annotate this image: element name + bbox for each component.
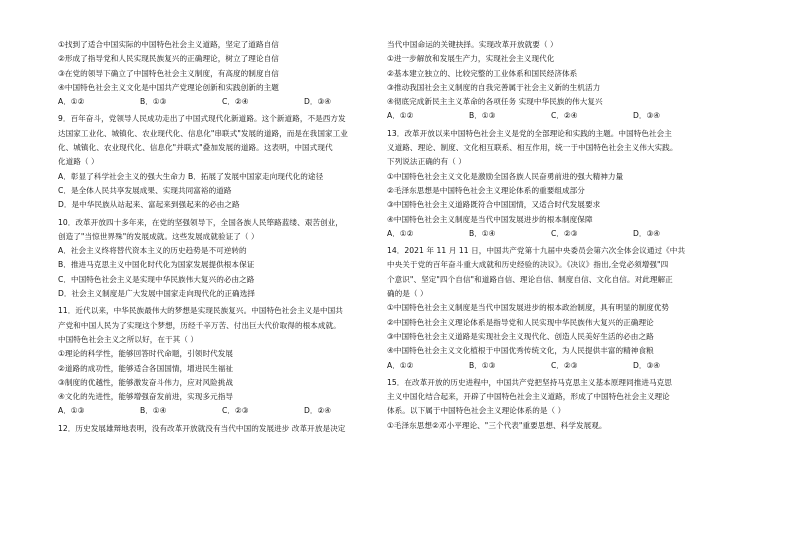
q12-options — [387, 109, 715, 123]
q8-options — [58, 95, 388, 109]
q12-item: ③推动我国社会主义制度的自我完善属于社会主义新的生机活力 — [387, 82, 601, 92]
q8-item: ③在党的领导下确立了中国特色社会主义制度，有高度的制度自信 — [58, 68, 279, 78]
q11-stem: 11．近代以来，中华民族最伟大的梦想是实现民族复兴。中国特色社会主义是中国共 — [58, 306, 343, 316]
q12-stem: 12．历史发展雄辩地表明，没有改革开放就没有当代中国的发展进步 改革开放是决定 — [58, 423, 346, 433]
q11-stem: 产党和中国人民为了实现这个梦想，历经千辛万苦、付出巨大代价取得的根本成就。 — [58, 320, 341, 330]
q11-item: ④文化的先进性，能够增强奋发前进，实现多元指导 — [58, 392, 234, 402]
option-a: A．①③ — [58, 406, 85, 416]
q11-options — [58, 404, 388, 418]
option-d: D．③④ — [304, 97, 332, 107]
option-a: A．①② — [387, 111, 414, 121]
q10-stem: 10．改革开放四十多年来，在党的坚强领导下，全国各族人民筚路蓝缕、艰苦创业， — [58, 217, 343, 227]
option-d: D．②④ — [304, 406, 332, 416]
option-d: D．③④ — [633, 360, 661, 370]
q13-item: ②毛泽东思想是中国特色社会主义理论体系的重要组成部分 — [387, 185, 585, 195]
q14-options — [387, 359, 715, 373]
option-b: B．①④ — [140, 406, 167, 416]
option-b: B．①③ — [469, 111, 496, 121]
option-c: C．②③ — [551, 228, 578, 238]
q13-item: ①中国特色社会主义文化是激励全国各族人民奋勇前进的强大精神力量 — [387, 171, 624, 181]
option-d: D．③④ — [633, 228, 661, 238]
q10-stem: 创造了"当惊世界殊"的发展成就。这些发展成就验证了（ ） — [58, 231, 259, 241]
q14-stem: 个意识"、坚定"四个自信"和道路自信、理论自信、制度自信、文化自信。对此理解正 — [387, 274, 673, 284]
q12-item: ①进一步解放和发展生产力，实现社会主义现代化 — [387, 54, 555, 64]
option-b: B．①③ — [140, 97, 167, 107]
option-c: C．②④ — [222, 97, 249, 107]
q11-stem: 中国特色社会主义之所以好，在于其（ ） — [58, 334, 199, 344]
q11-item: ①理论的科学性，能够回答时代命题，引领时代发展 — [58, 349, 234, 359]
q8-item: ①找到了适合中国实际的中国特色社会主义道路，坚定了道路自信 — [58, 40, 279, 49]
q14-stem: 14．2021 年 11 月 11 日，中国共产党第十九届中央委员会第六次全体会议通过《中共 — [387, 246, 686, 256]
option-d: D．③④ — [633, 111, 661, 121]
q13-item: ④中国特色社会主义制度是当代中国发展进步的根本制度保障 — [387, 214, 593, 224]
option-b: B．①③ — [469, 360, 496, 370]
q11-item: ③制度的优越性，能够激发奋斗伟力，应对风险挑战 — [58, 377, 234, 387]
q10-option: B．推进马克思主义中国化时代化为国家发展提供根本保证 — [58, 260, 255, 270]
option-a: A．①② — [58, 97, 85, 107]
q12-item: ②基本建立独立的、比较完整的工业体系和国民经济体系 — [387, 68, 578, 78]
q8-item: ②形成了指导党和人民实现民族复兴的正确理论，树立了理论自信 — [58, 54, 279, 64]
q11-item: ②道路的成功性，能够适合各国国情，增进民生福祉 — [58, 363, 234, 373]
right-column — [387, 38, 715, 433]
q10-option: C．中国特色社会主义是实现中华民族伟大复兴的必由之路 — [58, 274, 255, 284]
q9-option: D．是中华民族从站起来、富起来到强起来的必由之路 — [58, 200, 240, 210]
q15-item: ①毛泽东思想②邓小平理论、"三个代表"重要思想、科学发展观。 — [387, 420, 607, 430]
q13-stem: 义道路、理论、制度、文化相互联系、相互作用，统一于中国特色社会主义伟大实践。 — [387, 143, 678, 153]
q9-stem: 化、城镇化、农业现代化、信息化"并联式"叠加发展的道路。这表明，中国式现代 — [58, 143, 333, 153]
q15-stem: 15．在改革开放的历史进程中，中国共产党把坚持马克思主义基本原理同推进马克思 — [387, 377, 672, 387]
q10-option: A．社会主义终将替代资本主义的历史趋势是不可逆转的 — [58, 246, 247, 256]
option-a: A．①② — [387, 360, 414, 370]
q15-stem: 体系。以下属于中国特色社会主义理论体系的是（ ） — [387, 406, 566, 416]
option-c: C．②④ — [551, 111, 578, 121]
q9-option: C．是全体人民共享发展成果、实现共同富裕的道路 — [58, 185, 232, 195]
q10-option: D．社会主义制度是广大发展中国家走向现代化的正确选择 — [58, 289, 255, 299]
q14-stem: 中央关于党的百年奋斗重大成就和历史经验的决议》。《决议》指出,全党必须增强"四 — [387, 260, 669, 270]
q13-options — [387, 227, 715, 241]
q14-item: ④中国特色社会主义文化植根于中国优秀传统文化，为人民提供丰富的精神食粮 — [387, 346, 654, 356]
q14-item: ③中国特色社会主义道路是实现社会主义现代化、创造人民美好生活的必由之路 — [387, 331, 654, 341]
q12-item: ④彻底完成新民主主义革命的各项任务 实现中华民族的伟大复兴 — [387, 97, 603, 107]
q14-item: ①中国特色社会主义制度是当代中国发展进步的根本政治制度，具有明显的制度优势 — [387, 303, 670, 313]
q9-option: A．彰显了科学社会主义的强大生命力 B．拓展了发展中国家走向现代化的途径 — [58, 171, 324, 181]
option-c: C．②③ — [551, 360, 578, 370]
option-c: C．②③ — [222, 406, 249, 416]
q12-stem-cont: 当代中国命运的关键抉择。实现改革开放就要（ ） — [387, 40, 558, 49]
q13-item: ③中国特色社会主义道路既符合中国国情，又适合时代发展要求 — [387, 200, 601, 210]
q15-stem: 主义中国化结合起来，开辟了中国特色社会主义道路，形成了中国特色社会主义理论 — [387, 392, 670, 402]
q9-stem: 9．百年奋斗，党领导人民成功走出了中国式现代化新道路。这个新道路，不是西方发 — [58, 114, 346, 124]
left-column — [58, 38, 388, 436]
q9-stem: 达国家工业化、城镇化、农业现代化、信息化"串联式"发展的道路，而是在我国家工业 — [58, 128, 348, 138]
option-a: A．①② — [387, 228, 414, 238]
q14-item: ②中国特色社会主义理论体系是指导党和人民实现中华民族伟大复兴的正确理论 — [387, 317, 654, 327]
q8-item: ④中国特色社会主义文化是中国共产党理论创新和实践创新的主题 — [58, 82, 279, 92]
option-b: B．①④ — [469, 228, 496, 238]
q13-stem: 13．改革开放以来中国特色社会主义是党的全部理论和实践的主题。中国特色社会主 — [387, 128, 672, 138]
q14-stem: 确的是（ ） — [387, 289, 428, 299]
q9-stem: 化道路（ ） — [58, 157, 99, 167]
q13-stem: 下列说法正确的有（ ） — [387, 157, 466, 167]
